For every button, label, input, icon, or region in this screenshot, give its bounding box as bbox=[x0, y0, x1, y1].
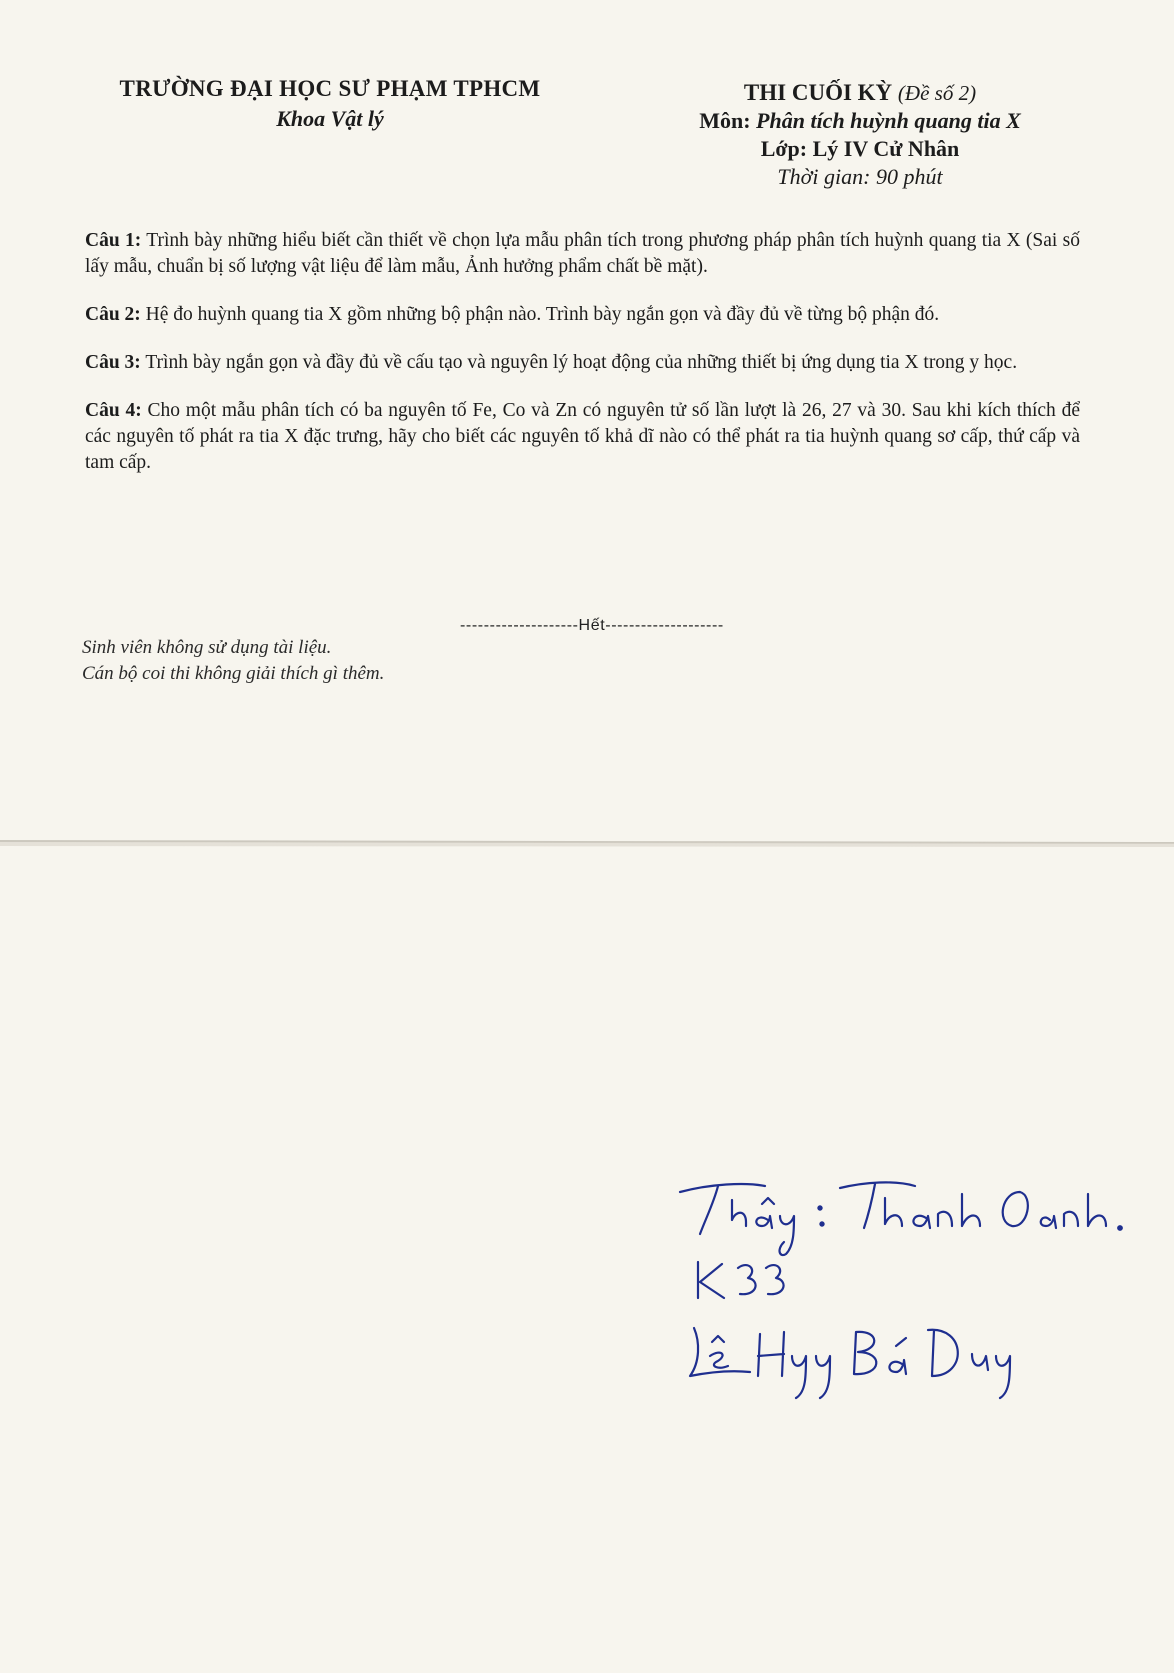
subject-label: Môn: bbox=[699, 108, 751, 133]
question-label: Câu 1: bbox=[85, 230, 142, 251]
question-4 bbox=[85, 398, 1080, 476]
exam-duration: Thời gian: 90 phút bbox=[777, 164, 943, 189]
question-text: Trình bày ngắn gọn và đầy đủ về cấu tạo và nguyên lý hoạt động của những thiết bị ứng dụng tia X trong y học. bbox=[145, 352, 1018, 373]
class-label: Lớp: bbox=[760, 136, 808, 161]
end-marker: --------------------Hết-------------------- bbox=[460, 617, 724, 634]
question-text: Trình bày những hiểu biết cần thiết về chọn lựa mẫu phân tích trong phương pháp phân tích huỳnh quang tia X (Sai số lấy mẫu, chuẩn bị số lượng vật liệu để làm mẫu, Ảnh hưởng phẩm chất bề mặt). bbox=[85, 230, 1081, 277]
question-text: Hệ đo huỳnh quang tia X gồm những bộ phận nào. Trình bày ngắn gọn và đầy đủ về từng bộ phận đó. bbox=[145, 304, 940, 325]
paper-fold-line bbox=[0, 832, 1174, 854]
exam-title-line bbox=[560, 80, 1160, 106]
faculty-name: Khoa Vật lý bbox=[276, 106, 384, 131]
exam-header bbox=[560, 80, 1160, 190]
school-name: TRƯỜNG ĐẠI HỌC SƯ PHẠM TPHCM bbox=[119, 76, 541, 101]
subject-name: Phân tích huỳnh quang tia X bbox=[756, 108, 1021, 133]
class-line bbox=[560, 136, 1160, 162]
note-no-materials: Sinh viên không sử dụng tài liệu. bbox=[82, 637, 332, 658]
exam-notes bbox=[82, 635, 384, 687]
exam-title: THI CUỐI KỲ bbox=[743, 80, 893, 105]
note-no-explanation: Cán bộ coi thi không giải thích gì thêm. bbox=[82, 663, 385, 684]
handwritten-signature bbox=[670, 1170, 1130, 1410]
question-label: Câu 4: bbox=[85, 400, 142, 421]
question-list bbox=[85, 228, 1080, 498]
question-label: Câu 3: bbox=[85, 352, 141, 373]
question-text: Cho một mẫu phân tích có ba nguyên tố Fe, Co và Zn có nguyên tử số lần lượt là 26, 27 và 30. Sau khi kích thích để các nguyên tố phát ra tia X đặc trưng, hãy cho biết các nguyên tố khả dĩ nào có thể phát ra tia huỳnh quang sơ cấp, thứ cấp và tam cấp. bbox=[85, 400, 1080, 473]
class-name: Lý IV Cử Nhân bbox=[812, 136, 960, 161]
question-2 bbox=[85, 302, 1080, 328]
exam-variant: (Đề số 2) bbox=[897, 81, 977, 105]
subject-line bbox=[560, 108, 1160, 134]
question-3 bbox=[85, 350, 1080, 376]
question-label: Câu 2: bbox=[85, 304, 141, 325]
question-1 bbox=[85, 228, 1080, 280]
